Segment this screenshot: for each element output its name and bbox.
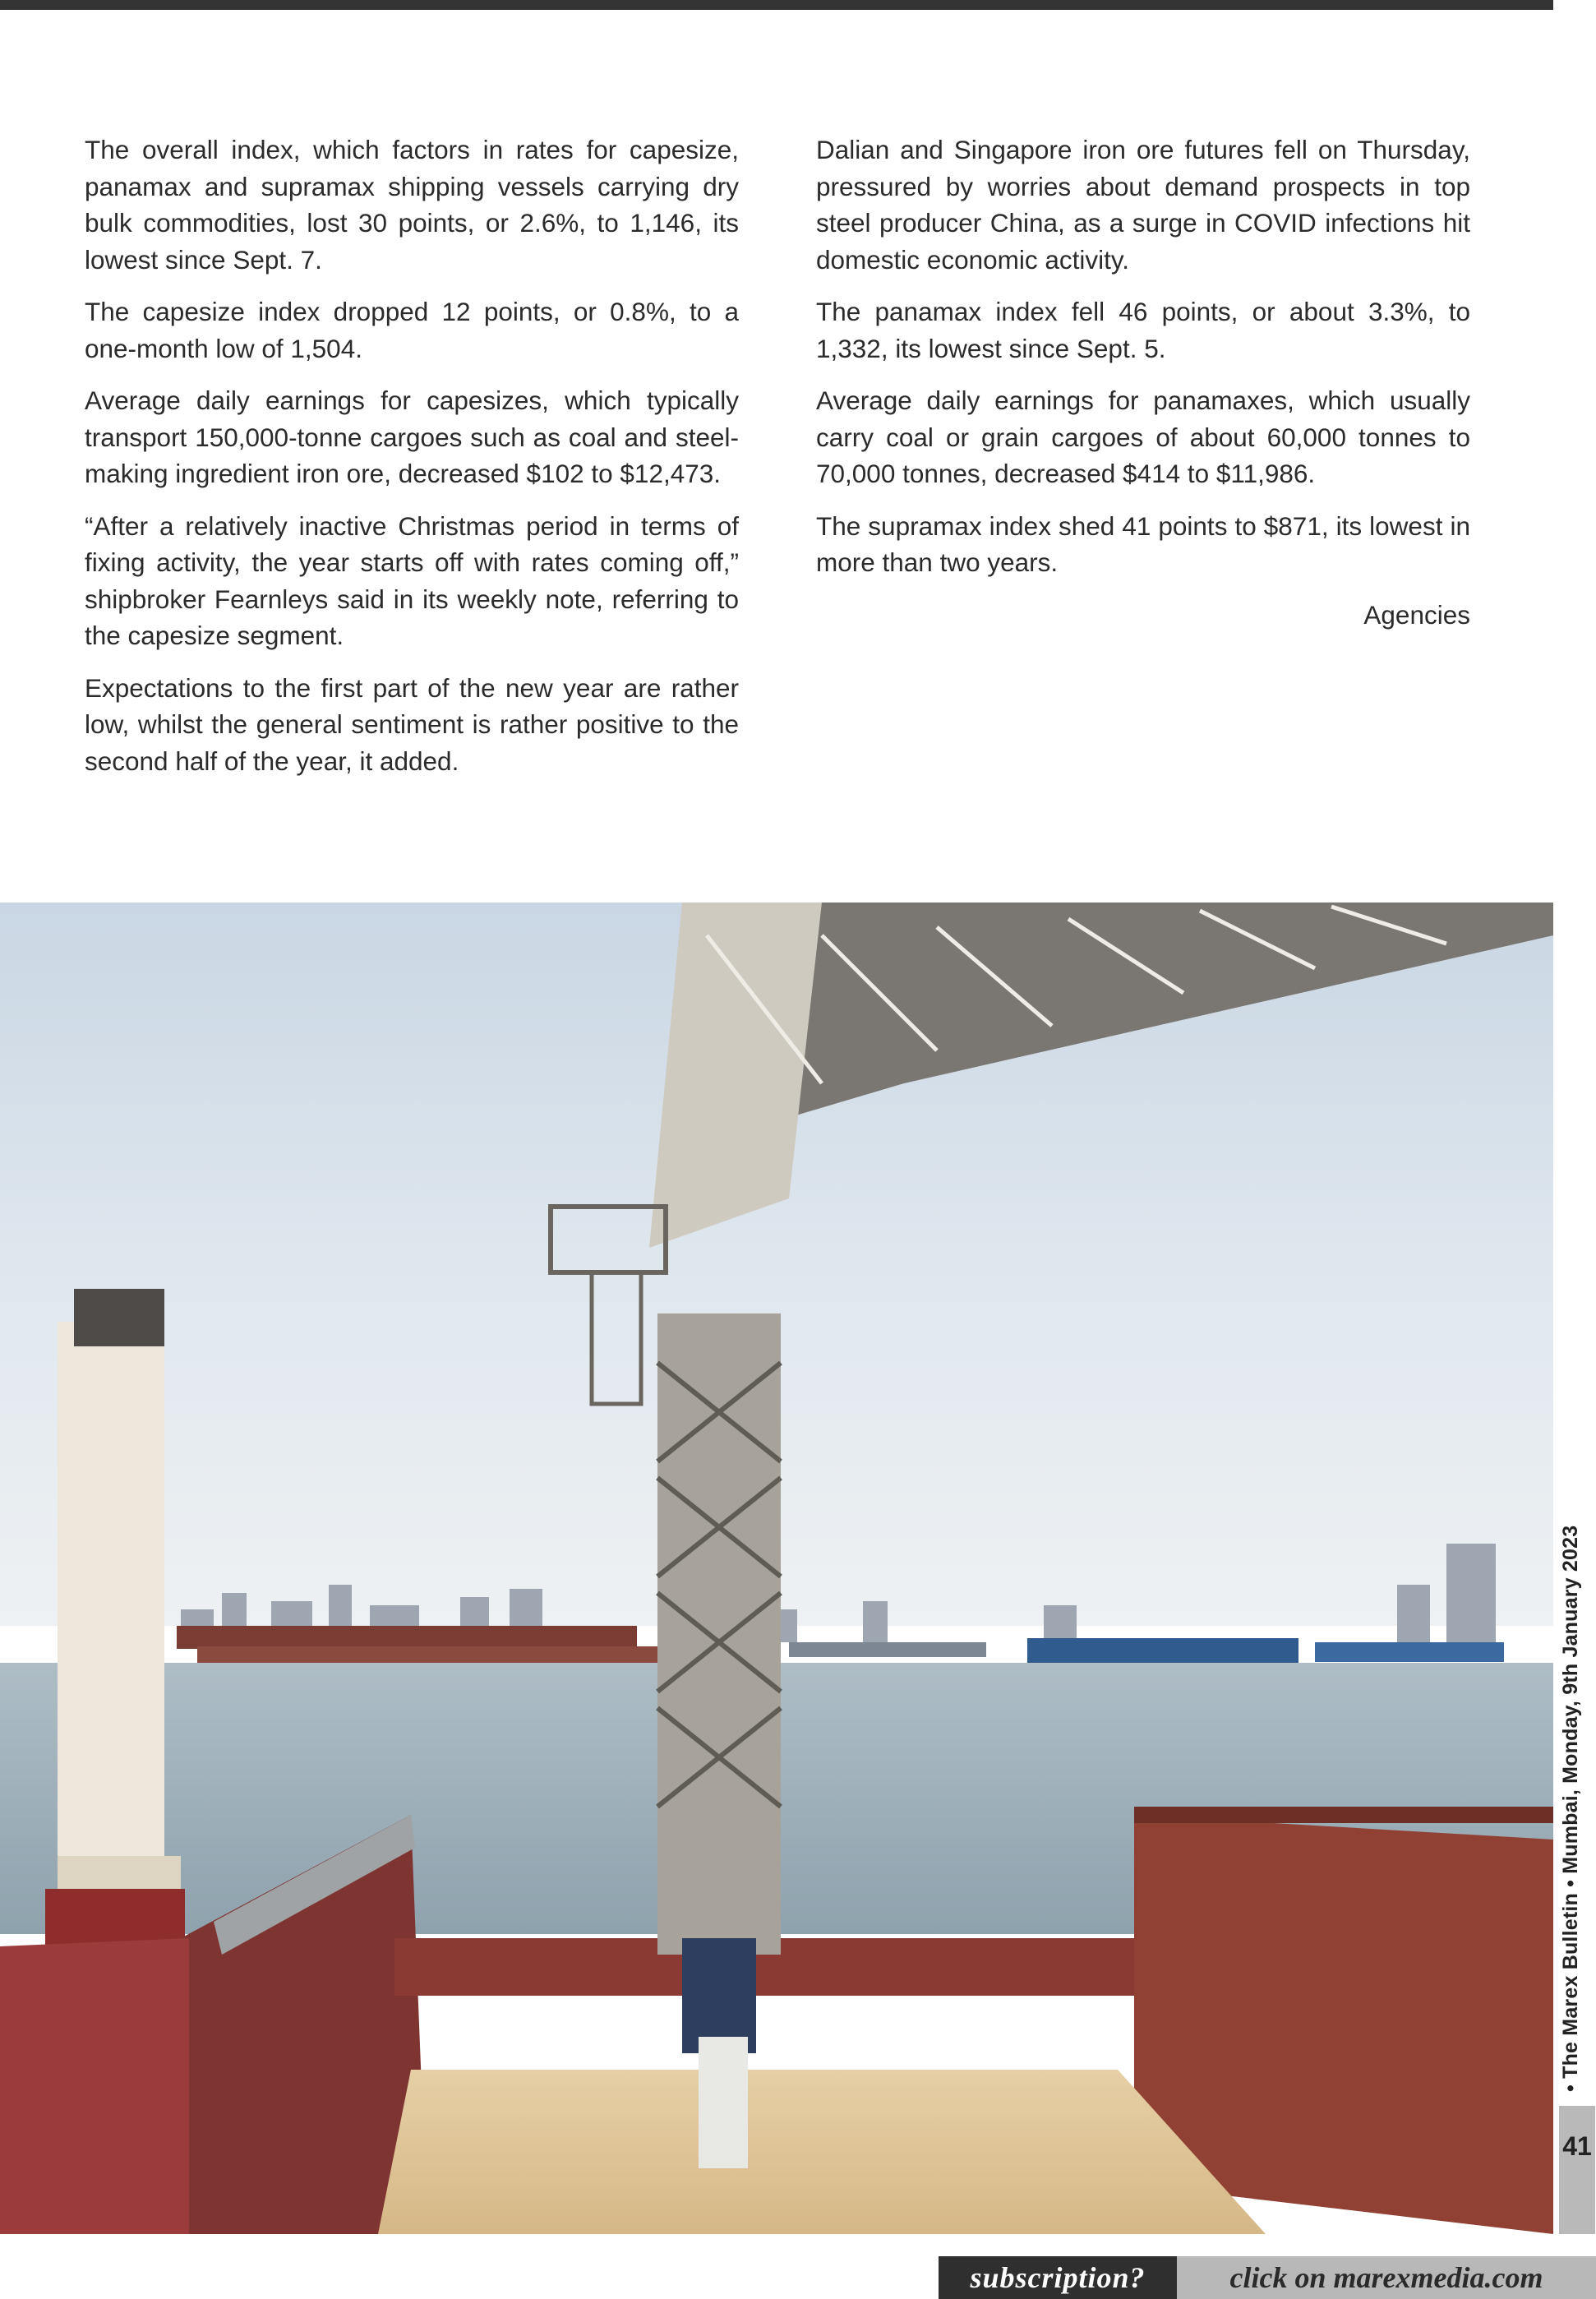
article-left-column: [85, 132, 739, 795]
article-paragraph: Dalian and Singapore iron ore futures fell on Thursday, pressured by worries about demand prospects in top steel producer China, as a surge in COVID infections hit domestic economic activity.: [816, 135, 1470, 275]
page-number-box: [1559, 2106, 1595, 2234]
subscription-link[interactable]: click on marexmedia.com: [1177, 2256, 1596, 2299]
article-paragraph: Average daily earnings for panamaxes, which usually carry coal or grain cargoes of about 60,000 tonnes to 70,000 tonnes, decreased $414 to $11,986.: [816, 385, 1470, 488]
publication-line-text: • The Marex Bulletin • Mumbai, Monday, 9th January 2023: [1559, 1525, 1582, 2092]
top-rule: [0, 0, 1553, 10]
article-paragraph: The overall index, which factors in rates for capesize, panamax and supramax shipping vessels carrying dry bulk commodities, lost 30 points, or 2.6%, to 1,146, its lowest since Sept. 7.: [85, 135, 739, 275]
page-number: 41: [1562, 2131, 1592, 2161]
article-right-column: [816, 132, 1470, 633]
article-paragraph: Average daily earnings for capesizes, which typically transport 150,000-tonne cargoes such as coal and steel-making ingredient iron ore, decreased $102 to $12,473.: [85, 385, 739, 488]
article-paragraph: The supramax index shed 41 points to $871, its lowest in more than two years.: [816, 510, 1470, 577]
article-byline: Agencies: [1363, 599, 1470, 630]
subscription-label: subscription?: [939, 2256, 1177, 2299]
port-grain-loading-photo: [0, 903, 1553, 2234]
article-paragraph: The panamax index fell 46 points, or about 3.3%, to 1,332, its lowest since Sept. 5.: [816, 297, 1470, 363]
article-paragraph: The capesize index dropped 12 points, or 0.8%, to a one-month low of 1,504.: [85, 297, 739, 363]
article-paragraph: Expectations to the first part of the new year are rather low, whilst the general sentiment is rather positive to the second half of the year, it added.: [85, 672, 739, 776]
article-paragraph: “After a relatively inactive Christmas period in terms of fixing activity, the year starts off with rates coming off,” shipbroker Fearnleys said in its weekly note, referring to the capesize segment.: [85, 510, 739, 650]
